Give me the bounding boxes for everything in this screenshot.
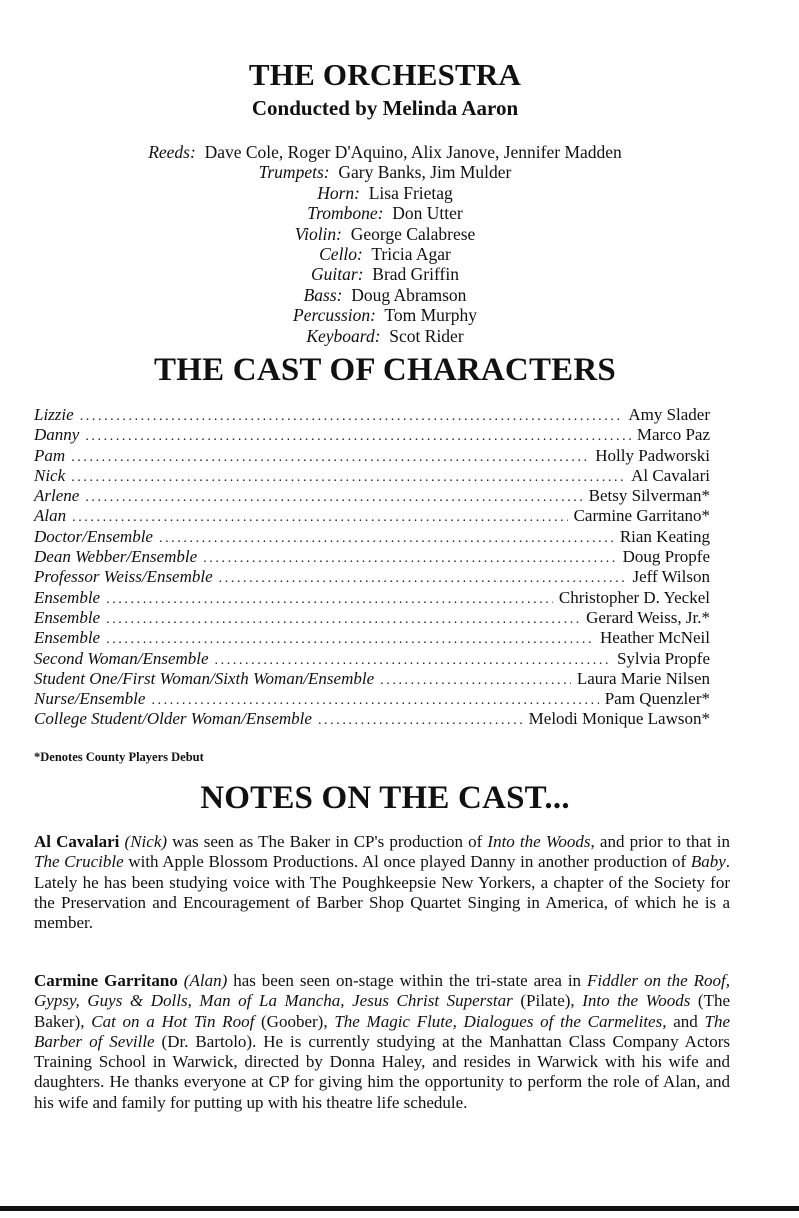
role-name: Alan xyxy=(34,506,67,526)
bio-title: Baby xyxy=(690,852,726,872)
instrument-label: Violin: xyxy=(294,223,342,244)
cast-row xyxy=(34,689,710,709)
bio-text: has been seen on-stage within the tri-state area in xyxy=(227,971,588,990)
orchestra-title: THE ORCHESTRA xyxy=(248,57,522,92)
bio-text: , and prior to that in xyxy=(590,832,730,851)
bio-text: and xyxy=(666,1011,705,1031)
actor-name: Pam Quenzler* xyxy=(604,689,710,709)
role-name: Dean Webber/Ensemble xyxy=(34,547,198,567)
bio-title: Cat on a Hot Tin Roof xyxy=(91,1011,255,1031)
dot-leader xyxy=(318,711,523,731)
player-names: Lisa Frietag xyxy=(368,182,453,203)
dot-leader xyxy=(71,448,589,468)
role-name: Lizzie xyxy=(34,405,74,424)
bio-title: The Crucible xyxy=(34,852,124,872)
player-names: Tom Murphy xyxy=(384,305,477,326)
player-names: Doug Abramson xyxy=(351,284,467,305)
player-names: Dave Cole, Roger D'Aquino, Alix Janove, Jennifer Madden xyxy=(204,142,622,162)
orchestra-list xyxy=(0,142,770,346)
bio-title: Into the Woods xyxy=(582,991,691,1011)
cast-row xyxy=(34,405,710,425)
role-name: Ensemble xyxy=(34,587,101,607)
dot-leader xyxy=(85,488,582,508)
footer-rule xyxy=(0,1206,799,1211)
instrument-label: Horn: xyxy=(317,182,360,203)
orchestra-row xyxy=(0,326,770,346)
actor-name: Gerard Weiss, Jr.* xyxy=(586,607,710,627)
cast-row xyxy=(34,567,710,587)
dot-leader xyxy=(219,569,627,589)
actor-name: Laura Marie Nilsen xyxy=(576,668,710,688)
actor-name: Doug Propfe xyxy=(622,547,710,567)
bio-name: Carmine Garritano xyxy=(34,971,178,990)
dot-leader xyxy=(72,508,567,528)
actor-name: Carmine Garritano* xyxy=(573,506,710,526)
orchestra-row xyxy=(0,224,770,244)
bio-text: (Pilate), xyxy=(512,991,583,1011)
role-name: Nurse/Ensemble xyxy=(34,689,146,709)
actor-name: Sylvia Propfe xyxy=(616,648,710,668)
cast-row xyxy=(34,649,710,669)
bio-text: (The Baker), xyxy=(34,991,730,1031)
bio-text: (Dr. Bartolo). He is currently studying at the Manhattan Class Company Actors Training School in Warwick, directed by Donna Haley, and resides in Warwick with his wife and daughters. He thanks everyone at CP for giving him the opportunity to perform the role of Alan, and his wife and family for putting up with his theatre life schedule. xyxy=(34,1031,730,1112)
player-names: George Calabrese xyxy=(350,223,476,244)
role-name: Student One/First Woman/Sixth Woman/Ensemble xyxy=(34,668,375,688)
instrument-label: Reeds: xyxy=(148,142,196,162)
role-name: Doctor/Ensemble xyxy=(34,526,153,546)
cast-row xyxy=(34,446,710,466)
actor-name: Jeff Wilson xyxy=(632,567,710,587)
orchestra-row xyxy=(0,244,770,264)
dot-leader xyxy=(106,590,553,610)
dot-leader xyxy=(71,468,625,488)
role-name: Nick xyxy=(34,465,66,485)
role-name: Ensemble xyxy=(34,607,101,627)
instrument-label: Guitar: xyxy=(311,264,364,285)
dot-leader xyxy=(151,691,598,711)
bio-text: with Apple Blossom Productions. Al once played Danny in another production of xyxy=(123,852,691,872)
role-name: Pam xyxy=(34,445,66,465)
actor-name: Christopher D. Yeckel xyxy=(558,587,710,607)
orchestra-row xyxy=(0,285,770,305)
dot-leader xyxy=(159,529,614,549)
dot-leader xyxy=(106,610,580,630)
role-name: College Student/Older Woman/Ensemble xyxy=(34,709,312,729)
orchestra-row xyxy=(0,183,770,203)
actor-name: Melodi Monique Lawson* xyxy=(528,709,710,729)
actor-name: Marco Paz xyxy=(636,425,710,445)
instrument-label: Bass: xyxy=(303,284,343,305)
orchestra-row xyxy=(0,142,770,162)
cast-row xyxy=(34,486,710,506)
instrument-label: Percussion: xyxy=(293,305,376,326)
cast-row xyxy=(34,628,710,648)
orchestra-conductor: Conducted by Melinda Aaron xyxy=(251,96,519,120)
bio-paragraph xyxy=(34,971,730,1113)
role-name: Danny xyxy=(34,425,80,445)
dot-leader xyxy=(80,407,623,427)
instrument-label: Trumpets: xyxy=(258,162,330,183)
bio-title: Fiddler on the Roof, Gypsy, Guys & Dolls, Man of La Mancha, Jesus Christ Superstar xyxy=(34,971,731,1011)
actor-name: Betsy Silverman* xyxy=(588,486,710,506)
cast-row xyxy=(34,547,710,567)
actor-name: Holly Padworski xyxy=(595,445,710,465)
cast-row xyxy=(34,506,710,526)
orchestra-row xyxy=(0,305,770,325)
role-name: Professor Weiss/Ensemble xyxy=(34,567,213,587)
player-names: Tricia Agar xyxy=(371,244,451,265)
player-names: Don Utter xyxy=(392,203,463,224)
dot-leader xyxy=(203,549,616,569)
bio-text: was seen as The Baker in CP's production of xyxy=(167,832,488,851)
role-name: Ensemble xyxy=(34,628,101,648)
cast-row xyxy=(34,588,710,608)
player-names: Brad Griffin xyxy=(372,264,459,285)
bio-title: The Barber of Seville xyxy=(34,1011,730,1051)
cast-row xyxy=(34,527,710,547)
instrument-label: Trombone: xyxy=(307,203,384,224)
bio-text: . Lately he has been studying voice with The Poughkeepsie New Yorkers, a chapter of the Society for the Preservation and Encouragement of Barber Shop Quartet Singing in America, of which he is a member. xyxy=(34,852,730,933)
cast-title: THE CAST OF CHARACTERS xyxy=(154,352,616,388)
bio-role: (Nick) xyxy=(124,832,168,851)
actor-name: Al Cavalari xyxy=(631,465,710,485)
cast-row xyxy=(34,709,710,729)
bio-name: Al Cavalari xyxy=(34,832,120,851)
bio-title: The Magic Flute, Dialogues of the Carmelites, xyxy=(334,1011,667,1031)
cast-list xyxy=(34,405,710,730)
instrument-label: Keyboard: xyxy=(306,325,381,346)
bio-title: Into the Woods xyxy=(487,832,591,851)
cast-row xyxy=(34,425,710,445)
orchestra-row xyxy=(0,162,770,182)
role-name: Second Woman/Ensemble xyxy=(34,648,209,668)
cast-row xyxy=(34,466,710,486)
orchestra-row xyxy=(0,203,770,223)
bio-role: (Alan) xyxy=(183,971,228,990)
dot-leader xyxy=(106,630,594,650)
notes-title: NOTES ON THE CAST... xyxy=(200,780,570,816)
actor-name: Amy Slader xyxy=(628,405,710,424)
actor-name: Heather McNeil xyxy=(600,628,710,648)
actor-name: Rian Keating xyxy=(619,526,710,546)
dot-leader xyxy=(215,651,611,671)
bio-text: (Goober), xyxy=(254,1011,335,1031)
bio-paragraph xyxy=(34,832,730,933)
role-name: Arlene xyxy=(34,486,80,506)
player-names: Gary Banks, Jim Mulder xyxy=(338,162,512,183)
dot-leader xyxy=(380,671,571,691)
cast-row xyxy=(34,669,710,689)
instrument-label: Cello: xyxy=(319,244,363,265)
dot-leader xyxy=(85,427,631,447)
debut-footnote: *Denotes County Players Debut xyxy=(34,750,204,764)
player-names: Scot Rider xyxy=(389,325,464,346)
cast-row xyxy=(34,608,710,628)
orchestra-row xyxy=(0,264,770,284)
